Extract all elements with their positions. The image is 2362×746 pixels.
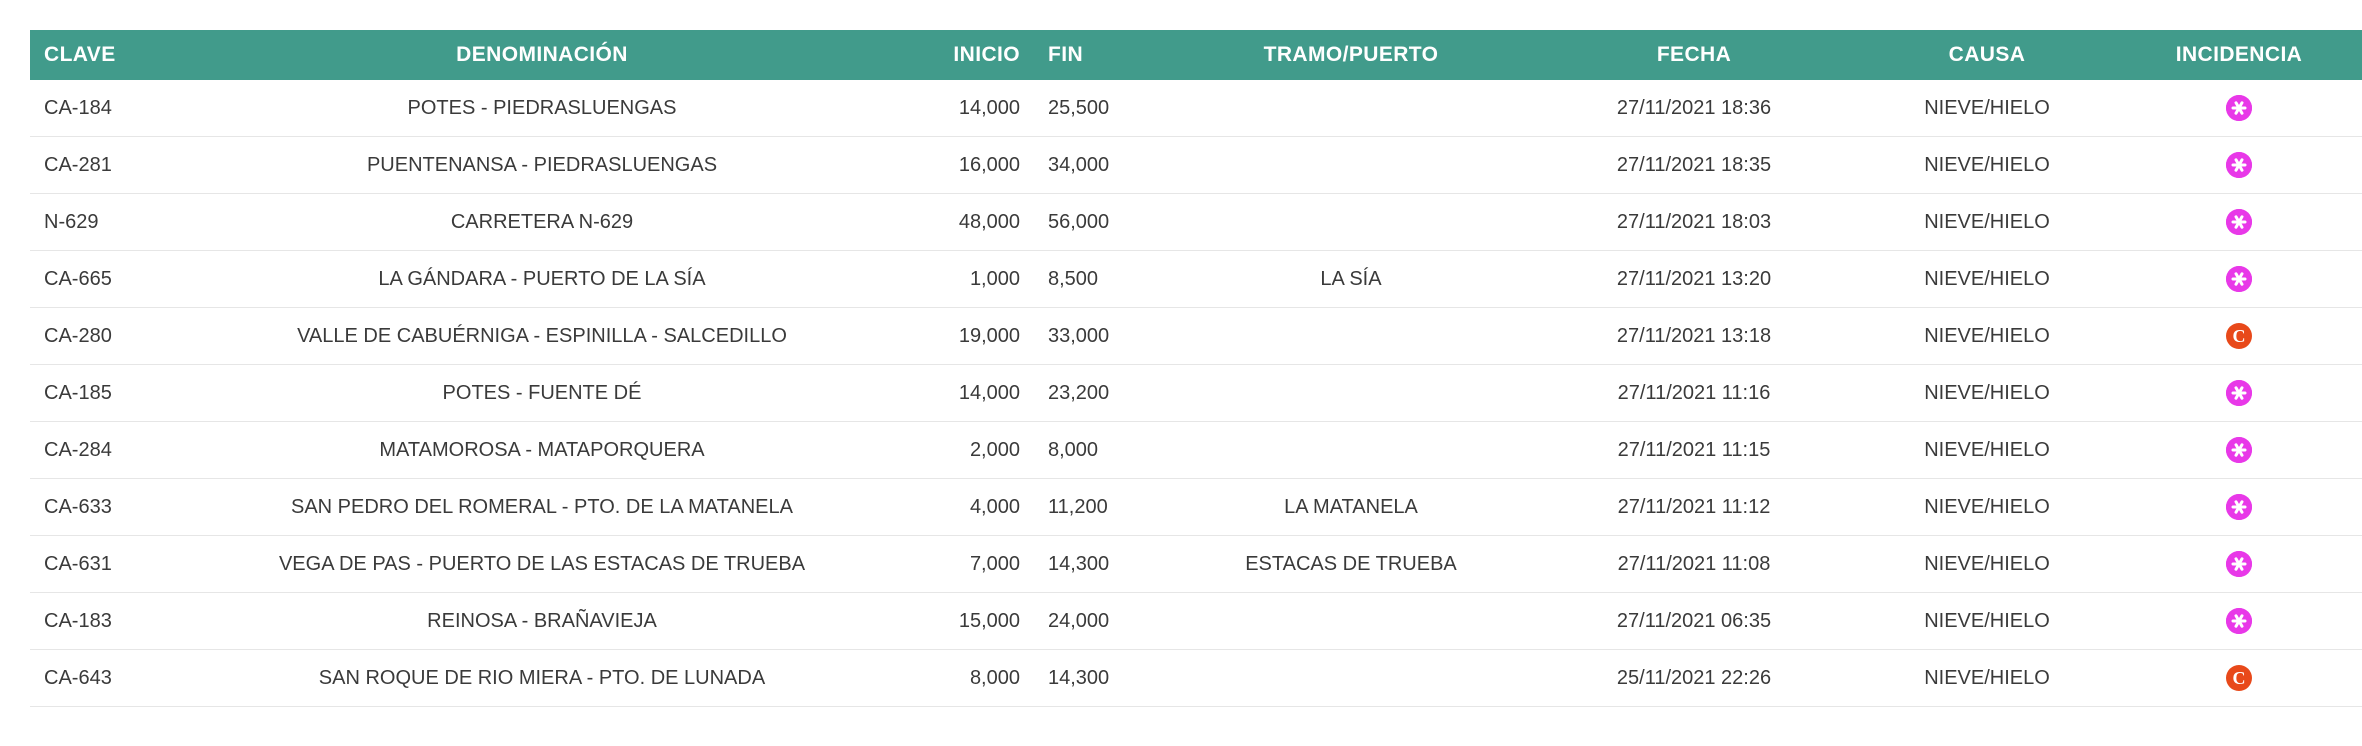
cell-tramo-puerto (1172, 593, 1530, 650)
chains-icon[interactable] (2226, 665, 2252, 691)
cell-causa: NIEVE/HIELO (1858, 137, 2116, 194)
snowflake-bar (2234, 215, 2244, 229)
cell-causa: NIEVE/HIELO (1858, 422, 2116, 479)
cell-fecha: 27/11/2021 18:03 (1530, 194, 1858, 251)
snowflake-glyph (2226, 266, 2252, 292)
cell-clave: CA-633 (30, 479, 198, 536)
cell-causa: NIEVE/HIELO (1858, 251, 2116, 308)
cell-clave: CA-183 (30, 593, 198, 650)
table-row[interactable] (30, 251, 2362, 308)
table-header-row (30, 30, 2362, 80)
cell-fin: 25,500 (1034, 80, 1172, 137)
column-header-causa[interactable]: CAUSA (1858, 30, 2116, 80)
snowflake-glyph (2226, 380, 2252, 406)
cell-fecha: 27/11/2021 13:20 (1530, 251, 1858, 308)
chains-glyph: C (2226, 323, 2252, 349)
cell-inicio: 4,000 (886, 479, 1034, 536)
cell-inicio: 48,000 (886, 194, 1034, 251)
column-header-denominacion[interactable]: DENOMINACIÓN (198, 30, 886, 80)
column-header-clave[interactable]: CLAVE (30, 30, 198, 80)
cell-clave: CA-284 (30, 422, 198, 479)
snowflake-glyph (2226, 95, 2252, 121)
snowflake-glyph (2226, 608, 2252, 634)
cell-causa: NIEVE/HIELO (1858, 194, 2116, 251)
snowflake-bar (2234, 443, 2244, 457)
cell-fin: 11,200 (1034, 479, 1172, 536)
snowflake-icon[interactable] (2226, 551, 2252, 577)
cell-fecha: 27/11/2021 18:35 (1530, 137, 1858, 194)
snowflake-glyph (2226, 209, 2252, 235)
cell-inicio: 2,000 (886, 422, 1034, 479)
cell-causa: NIEVE/HIELO (1858, 536, 2116, 593)
cell-clave: CA-280 (30, 308, 198, 365)
snowflake-glyph (2226, 152, 2252, 178)
table-row[interactable] (30, 137, 2362, 194)
table-header (30, 30, 2362, 80)
cell-tramo-puerto (1172, 137, 1530, 194)
incidencias-table (30, 30, 2362, 707)
cell-fecha: 27/11/2021 11:08 (1530, 536, 1858, 593)
cell-fin: 34,000 (1034, 137, 1172, 194)
cell-inicio: 1,000 (886, 251, 1034, 308)
table-body (30, 80, 2362, 707)
cell-inicio: 15,000 (886, 593, 1034, 650)
cell-clave: CA-643 (30, 650, 198, 707)
cell-causa: NIEVE/HIELO (1858, 308, 2116, 365)
cell-incidencia (2116, 536, 2362, 593)
cell-denominacion: POTES - FUENTE DÉ (198, 365, 886, 422)
cell-incidencia (2116, 194, 2362, 251)
snowflake-icon[interactable] (2226, 95, 2252, 121)
cell-tramo-puerto (1172, 194, 1530, 251)
cell-causa: NIEVE/HIELO (1858, 650, 2116, 707)
cell-incidencia (2116, 479, 2362, 536)
cell-tramo-puerto: LA SÍA (1172, 251, 1530, 308)
cell-fin: 23,200 (1034, 365, 1172, 422)
cell-denominacion: MATAMOROSA - MATAPORQUERA (198, 422, 886, 479)
cell-denominacion: POTES - PIEDRASLUENGAS (198, 80, 886, 137)
cell-incidencia (2116, 593, 2362, 650)
cell-fecha: 25/11/2021 22:26 (1530, 650, 1858, 707)
cell-fin: 56,000 (1034, 194, 1172, 251)
cell-tramo-puerto (1172, 308, 1530, 365)
cell-inicio: 14,000 (886, 365, 1034, 422)
cell-denominacion: VEGA DE PAS - PUERTO DE LAS ESTACAS DE TRUEBA (198, 536, 886, 593)
cell-clave: CA-185 (30, 365, 198, 422)
cell-inicio: 14,000 (886, 80, 1034, 137)
cell-causa: NIEVE/HIELO (1858, 80, 2116, 137)
cell-incidencia (2116, 650, 2362, 707)
column-header-tramo-puerto[interactable]: TRAMO/PUERTO (1172, 30, 1530, 80)
cell-fecha: 27/11/2021 06:35 (1530, 593, 1858, 650)
cell-denominacion: REINOSA - BRAÑAVIEJA (198, 593, 886, 650)
snowflake-bar (2234, 500, 2244, 514)
cell-denominacion: LA GÁNDARA - PUERTO DE LA SÍA (198, 251, 886, 308)
cell-tramo-puerto (1172, 80, 1530, 137)
cell-fecha: 27/11/2021 11:16 (1530, 365, 1858, 422)
column-header-fecha[interactable]: FECHA (1530, 30, 1858, 80)
snowflake-icon[interactable] (2226, 266, 2252, 292)
cell-inicio: 19,000 (886, 308, 1034, 365)
cell-causa: NIEVE/HIELO (1858, 479, 2116, 536)
table-row[interactable] (30, 479, 2362, 536)
snowflake-icon[interactable] (2226, 152, 2252, 178)
cell-clave: CA-281 (30, 137, 198, 194)
cell-fin: 8,500 (1034, 251, 1172, 308)
cell-fecha: 27/11/2021 11:15 (1530, 422, 1858, 479)
cell-tramo-puerto (1172, 365, 1530, 422)
snowflake-bar (2234, 158, 2244, 172)
cell-denominacion: CARRETERA N-629 (198, 194, 886, 251)
snowflake-bar (2234, 272, 2244, 286)
snowflake-bar (2234, 557, 2244, 571)
cell-clave: N-629 (30, 194, 198, 251)
table-row[interactable] (30, 194, 2362, 251)
table-row[interactable] (30, 422, 2362, 479)
snowflake-icon[interactable] (2226, 494, 2252, 520)
cell-clave: CA-184 (30, 80, 198, 137)
cell-fin: 33,000 (1034, 308, 1172, 365)
cell-incidencia (2116, 308, 2362, 365)
chains-icon[interactable] (2226, 323, 2252, 349)
cell-clave: CA-665 (30, 251, 198, 308)
snowflake-bar (2234, 614, 2244, 628)
cell-clave: CA-631 (30, 536, 198, 593)
column-header-inicio[interactable]: INICIO (886, 30, 1034, 80)
cell-tramo-puerto: LA MATANELA (1172, 479, 1530, 536)
cell-denominacion: SAN ROQUE DE RIO MIERA - PTO. DE LUNADA (198, 650, 886, 707)
column-header-incidencia[interactable]: INCIDENCIA (2116, 30, 2362, 80)
table-row[interactable] (30, 650, 2362, 707)
cell-denominacion: PUENTENANSA - PIEDRASLUENGAS (198, 137, 886, 194)
cell-inicio: 16,000 (886, 137, 1034, 194)
snowflake-bar (2234, 101, 2244, 115)
cell-tramo-puerto (1172, 650, 1530, 707)
cell-denominacion: SAN PEDRO DEL ROMERAL - PTO. DE LA MATANELA (198, 479, 886, 536)
column-header-fin[interactable]: FIN (1034, 30, 1172, 80)
cell-causa: NIEVE/HIELO (1858, 365, 2116, 422)
cell-fecha: 27/11/2021 13:18 (1530, 308, 1858, 365)
chains-glyph: C (2226, 665, 2252, 691)
cell-incidencia (2116, 251, 2362, 308)
table-row[interactable] (30, 308, 2362, 365)
cell-incidencia (2116, 422, 2362, 479)
cell-inicio: 8,000 (886, 650, 1034, 707)
table-row[interactable] (30, 536, 2362, 593)
cell-incidencia (2116, 365, 2362, 422)
table-row[interactable] (30, 80, 2362, 137)
cell-incidencia (2116, 137, 2362, 194)
cell-fin: 14,300 (1034, 650, 1172, 707)
cell-fin: 14,300 (1034, 536, 1172, 593)
snowflake-bar (2234, 386, 2244, 400)
cell-tramo-puerto (1172, 422, 1530, 479)
cell-fin: 24,000 (1034, 593, 1172, 650)
cell-incidencia (2116, 80, 2362, 137)
snowflake-glyph (2226, 494, 2252, 520)
table-row[interactable] (30, 593, 2362, 650)
snowflake-icon[interactable] (2226, 209, 2252, 235)
snowflake-icon[interactable] (2226, 437, 2252, 463)
snowflake-glyph (2226, 437, 2252, 463)
cell-causa: NIEVE/HIELO (1858, 593, 2116, 650)
incidencias-table-container (30, 30, 2303, 707)
cell-fecha: 27/11/2021 11:12 (1530, 479, 1858, 536)
cell-denominacion: VALLE DE CABUÉRNIGA - ESPINILLA - SALCEDILLO (198, 308, 886, 365)
table-row[interactable] (30, 365, 2362, 422)
snowflake-icon[interactable] (2226, 380, 2252, 406)
cell-fecha: 27/11/2021 18:36 (1530, 80, 1858, 137)
snowflake-glyph (2226, 551, 2252, 577)
snowflake-icon[interactable] (2226, 608, 2252, 634)
cell-fin: 8,000 (1034, 422, 1172, 479)
cell-tramo-puerto: ESTACAS DE TRUEBA (1172, 536, 1530, 593)
cell-inicio: 7,000 (886, 536, 1034, 593)
